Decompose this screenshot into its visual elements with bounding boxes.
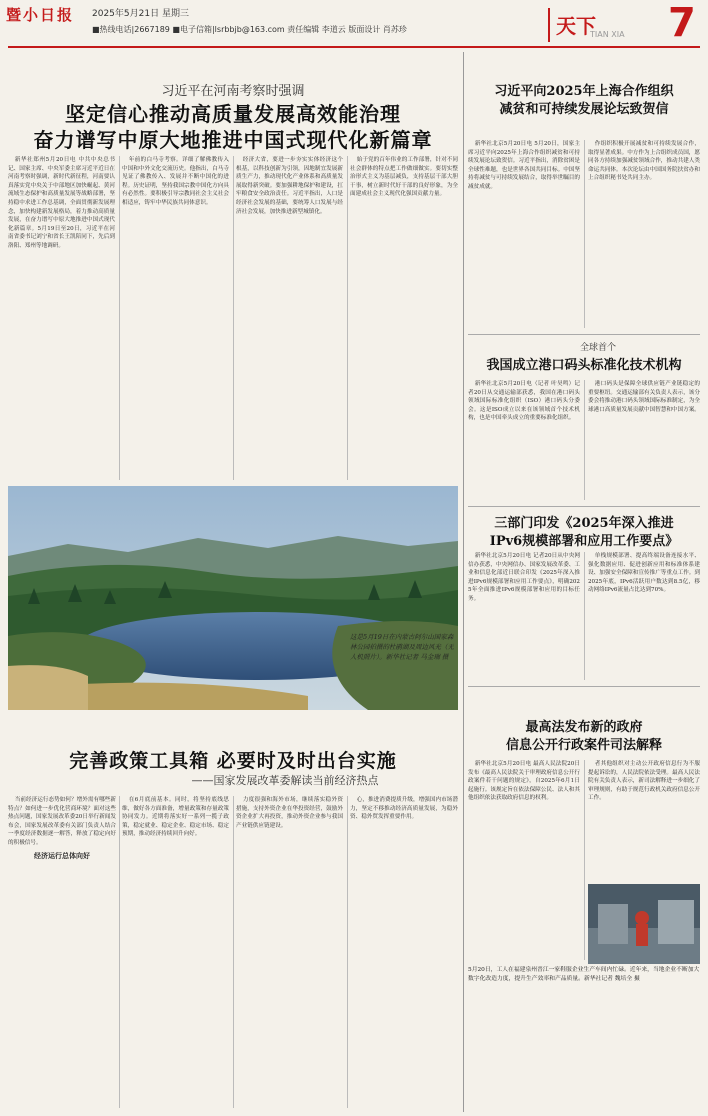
right-top-col-1-text: 新华社北京5月20日电 5月20日，国家主席习近平向2025年上海合作组织减贫和可持续发展论坛致贺信。习近平指出，消除贫困是全球性难题，也是世界各国共同目标。中国坚持将减贫与可持续发展结合，取得举世瞩目的减贫成就。: [468, 141, 580, 190]
right-top-col-1: [468, 140, 580, 328]
economy-col-2: [122, 796, 229, 1108]
court-col-1: [468, 760, 580, 960]
column-divider: [233, 796, 234, 1108]
column-divider: [347, 156, 348, 480]
issue-date: 2025年5月21日 星期三: [92, 9, 189, 19]
lead-col-3-text: 经济大省，要进一步夯实实体经济这个根基，以科技创新为引领，因地制宜发展新质生产力，推动现代化产业体系和高质量发展取得新突破。要加强耕地保护和建设，扛牢粮食安全政治责任。习近平指出，人口是经济社会发展的基础，要统筹人口发展与经济社会发展，加快推进新型城镇化。: [236, 157, 343, 215]
court-headline-2: 信息公开行政案件司法解释: [505, 738, 662, 753]
ipv6-col-1-text: 新华社北京5月20日电 记者20日从中央网信办获悉，中央网信办、国家发展改革委、工业和信息化部近日联合印发《2025年深入推进IPv6规模部署和应用工作要点》，明确2025年全面推进IPv6规模部署和应用的目标任务。: [468, 553, 580, 602]
port-tag: 全球首个: [579, 343, 616, 353]
right-top-col-2-text: 作组织积极开展减贫和可持续发展合作，取得显著成果。中方作为上合组织成员国，愿同各方持续加强减贫领域合作，推动共建人类命运共同体。本次论坛由中国国务院扶贫办和上合组织秘书处共同主办。: [588, 141, 700, 182]
port-headline: 我国成立港口码头标准化技术机构: [486, 358, 682, 373]
page-divider: [463, 52, 464, 1112]
court-col-1-text: 新华社北京5月20日电 最高人民法院20日发布《最高人民法院关于审理政府信息公开行政案件若干问题的规定》，自2025年6月1日起施行。该规定旨在依法保障公民、法人和其他组织依法获取政府信息的权利。: [468, 761, 580, 802]
ipv6-headline-2: IPv6规模部署和应用工作要点》: [489, 534, 679, 549]
page-number: 7: [668, 0, 696, 46]
ipv6-col-1: [468, 552, 580, 680]
story-divider: [468, 506, 700, 507]
column-divider: [584, 760, 585, 960]
ipv6-col-2: [588, 552, 700, 680]
column-divider: [584, 140, 585, 328]
economy-subhead-1: 经济运行总体向好: [34, 851, 90, 860]
column-divider: [584, 380, 585, 500]
lead-headline-1: 坚定信心推动高质量发展高效能治理: [65, 102, 401, 126]
masthead: [0, 0, 708, 48]
factory-photo-caption: 5月20日，工人在福建泉州晋江一家鞋服企业生产车间内忙碌。近年来，当地企业不断加大数字化改造力度，提升生产效率和产品质量。新华社记者 魏培全 摄: [468, 967, 700, 982]
right-top-col-2: [588, 140, 700, 328]
economy-headline: 完善政策工具箱 必要时及时出台实施: [69, 750, 397, 772]
lead-col-1-text: 新华社郑州5月20日电 中共中央总书记、国家主席、中央军委主席习近平近日在河南考察时强调，新时代新征程，河南要认真落实党中央关于中部地区加快崛起、黄河流域生态保护和高质量发展等战略部署，坚持稳中求进工作总基调，全面贯彻新发展理念，加快构建新发展格局，着力推动高质量发展，在奋力谱写中原大地推进中国式现代化新篇章。5月19日至20日，习近平在河南省委书记刘宁和省长王凯陪同下，先后到洛阳、郑州等地调研。: [8, 157, 115, 249]
column-divider: [347, 796, 348, 1108]
court-headline-1: 最高法发布新的政府: [525, 720, 643, 735]
ipv6-headline-1: 三部门印发《2025年深入推进: [494, 516, 674, 531]
lead-col-3: [236, 156, 343, 480]
column-divider: [119, 156, 120, 480]
port-col-1-text: 新华社北京5月20日电（记者 叶昊鸣）记者20日从交通运输部获悉，我国在港口码头领域国际标准化组织（ISO）港口码头分委会。这是ISO成立以来在该领域首个技术机构，也是中国牵头成立的重要标准化组织。: [468, 381, 580, 422]
column-divider: [584, 552, 585, 680]
lead-col-2: [122, 156, 229, 480]
economy-col-1-text: 当前经济运行态势如何？增外需有哪些新特点？如何进一步优化营商环境？面对这些热点问题，国家发展改革委20日举行新闻发布会，国家发展改革委有关部门负责人结合一季度经济数据逐一解答，释放了稳定向好的积极信号。: [8, 797, 116, 846]
right-top-headline-2: 减贫和可持续发展论坛致贺信: [499, 102, 669, 117]
lead-col-2-text: 年前的白马寺考察。详细了解佛教传入中国和中外文化交流历史。他指出，白马寺见证了佛教传入、发展并不断中国化的进程。历史证明，坚持我国宗教中国化方向具有必然性。要积极引导宗教同社会主义社会相适应，铸牢中华民族共同体意识。: [122, 157, 229, 206]
story-divider: [468, 334, 700, 335]
factory-photo: [588, 884, 700, 964]
section-title: 天下: [556, 14, 596, 38]
section-title-en: TIAN XIA: [590, 30, 625, 39]
header-rule: [8, 46, 700, 48]
port-col-2-text: 港口码头是保障全球供应链产业链稳定的重要枢纽。交通运输部有关负责人表示，该分委会将推动港口码头领域国际标准制定，为全球港口高质量发展贡献中国智慧和中国方案。: [588, 381, 700, 413]
column-divider: [119, 796, 120, 1108]
column-divider: [233, 156, 234, 480]
lead-col-4-text: 始于党的百年伟业的工作部署，针对不同社会群体的特点把工作做细做实。要切实整治形式主义为基层减负，支持基层干部大胆干事，树立新时代好干部的良好形象，为全面建成社会主义现代化强国贡献力量。: [350, 157, 458, 198]
economy-subhead: ——国家发展改革委解读当前经济热点: [191, 774, 379, 787]
economy-col-1: [8, 796, 116, 1108]
ipv6-col-2-text: 单栈规模部署、提高终端设备连接水平、强化数据应用、促进创新应用和标准体系建设、加强安全保障和宣传推广等重点工作。到2025年底，IPv6活跃用户数达到8.5亿，移动网络IPv6流量占比达到70%。: [588, 553, 700, 594]
lead-col-4: [350, 156, 458, 480]
lead-col-1: [8, 156, 115, 480]
factory-scene: [588, 884, 700, 964]
contact-line: ■热线电话|2667189 ■电子信箱|lsrbbjb@163.com 责任编辑 李道云 版面设计 肖苏珍: [92, 25, 407, 34]
lead-kicker: 习近平在河南考察时强调: [161, 84, 305, 99]
story-divider: [468, 686, 700, 687]
newspaper-logo: 暨小日报: [6, 6, 75, 24]
port-col-1: [468, 380, 580, 500]
lead-headline-2: 奋力谱写中原大地推进中国式现代化新篇章: [33, 128, 433, 152]
economy-col-3-text: 力度很强和海外市场，继续落实稳外资措施，支持外资企业在华投资经营，鼓励外资企业扩大再投资，推动外资企业参与我国产业链供应链建设。: [236, 797, 343, 829]
right-top-headline-1: 习近平向2025年上海合作组织: [494, 84, 674, 99]
economy-col-4-text: 心，推进消费提质升级，增强国内市场潜力，坚定不移推动经济高质量发展，为稳外资、稳外贸发挥重要作用。: [350, 797, 458, 821]
photo-caption: 这是5月19日在内蒙古阿尔山国家森林公园拍摄的杜鹃湖及周边风光（无人机照片）。新华社记者 马金瑞 摄: [350, 633, 454, 661]
economy-col-3: [236, 796, 343, 1108]
court-col-2: [588, 760, 700, 880]
economy-col-4: [350, 796, 458, 1108]
court-col-2-text: 者其他组织对主动公开政府信息行为不服提起诉讼的，人民法院依法受理。最高人民法院有关负责人表示，新司法解释进一步细化了审理规则，有助于规范行政机关政府信息公开工作。: [588, 761, 700, 802]
economy-col-2-text: 在6月底前基本。同时，将坚持底线思维，做好各方面准备，增量政策和存量政策协同发力。近期将落实好一系列一揽子政策，稳定就业、稳定企业、稳定市场、稳定预期，推动经济持续回升向好。: [122, 797, 229, 838]
port-col-2: [588, 380, 700, 500]
